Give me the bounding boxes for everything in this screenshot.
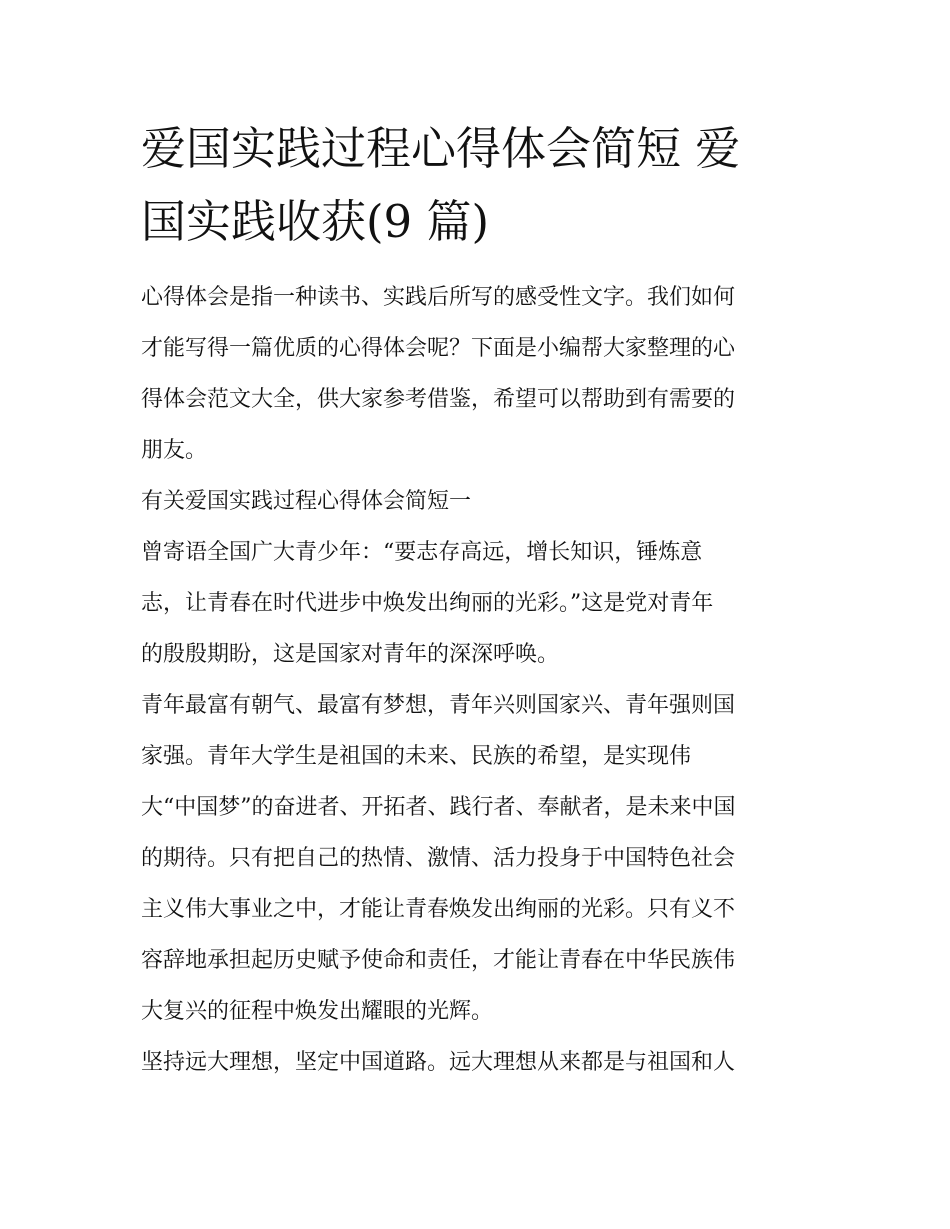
text-line: 得体会范文大全，供大家参考借鉴，希望可以帮助到有需要的: [141, 387, 736, 412]
intro-paragraph: [141, 272, 817, 476]
text-line: 家强。青年大学生是祖国的未来、民族的希望，是实现伟: [141, 744, 692, 769]
document-title: [141, 112, 817, 258]
text-line: 的殷殷期盼，这是国家对青年的深深呼唤。: [141, 642, 560, 667]
title-line: 国实践收获(9 篇): [141, 195, 490, 248]
text-line: 大“中国梦”的奋进者、开拓者、践行者、奉献者，是未来中国: [141, 795, 736, 820]
text-line: 心得体会是指一种读书、实践后所写的感受性文字。我们如何: [141, 285, 736, 310]
title-line: 爱国实践过程心得体会简短 爱: [141, 122, 741, 175]
text-line: 容辞地承担起历史赋予使命和责任，才能让青春在中华民族伟: [141, 948, 736, 973]
text-line: 坚持远大理想，坚定中国道路。远大理想从来都是与祖国和人: [141, 1050, 736, 1075]
body-paragraph: [141, 1037, 817, 1088]
body-paragraph: [141, 527, 817, 680]
document-content: [141, 112, 817, 1088]
body-paragraph: [141, 680, 817, 1037]
text-line: 大复兴的征程中焕发出耀眼的光辉。: [141, 999, 494, 1024]
text-line: 曾寄语全国广大青少年：“要志存高远，增长知识，锤炼意: [141, 540, 703, 565]
section-heading: [141, 476, 817, 527]
text-line: 志，让青春在时代进步中焕发出绚丽的光彩。”这是党对青年: [141, 591, 714, 616]
text-line: 朋友。: [141, 438, 208, 463]
text-line: 的期待。只有把自己的热情、激情、活力投身于中国特色社会: [141, 846, 736, 871]
text-line: 青年最富有朝气、最富有梦想，青年兴则国家兴、青年强则国: [141, 693, 736, 718]
text-line: 主义伟大事业之中，才能让青春焕发出绚丽的光彩。只有义不: [141, 897, 736, 922]
section-heading-text: 有关爱国实践过程心得体会简短一: [141, 489, 472, 514]
text-line: 才能写得一篇优质的心得体会呢？下面是小编帮大家整理的心: [141, 336, 736, 361]
